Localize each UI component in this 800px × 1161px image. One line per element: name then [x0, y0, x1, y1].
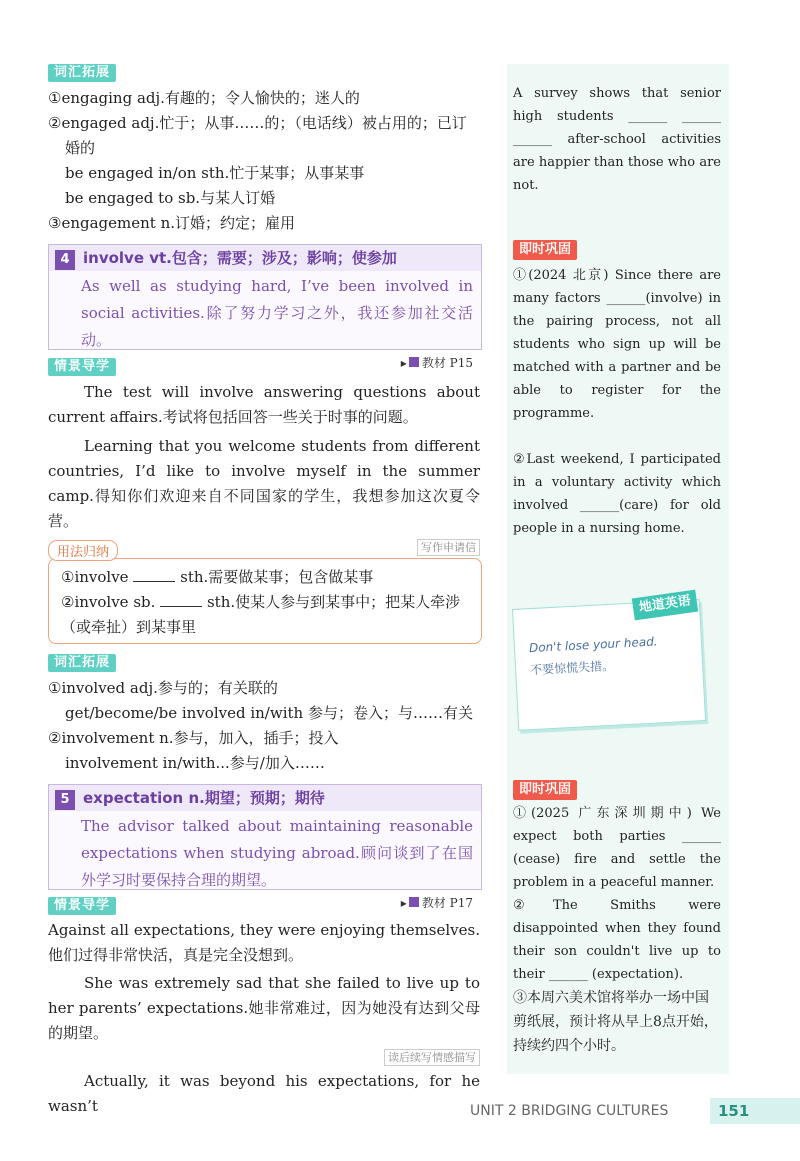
quiz-tag: 即时巩固	[513, 240, 577, 260]
vocab-line: ②engaged adj.忙于；从事……的；（电话线）被占用的；已订	[48, 114, 467, 132]
scene-paragraph: Against all expectations, they were enjoying themselves.他们过得非常快活，真是完全没想到。	[48, 921, 480, 964]
scene-tag: 情景导学	[48, 358, 116, 376]
quiz-question: ①(2024 北京) Since there are many factors ______(involve) in the pairing process, not all students who sign up will be matched with a partner and be able to register for the programme.	[513, 268, 721, 421]
vocab-line: ③engagement n.订婚；约定；雇用	[48, 214, 295, 232]
vocab-extension-1	[48, 86, 480, 236]
vocab-line: ①involved adj.参与的；有关联的	[48, 679, 278, 697]
survey-exercise: A survey shows that senior high students ______ ______ ______ after-school activities are happier than those who are not.	[513, 86, 721, 193]
usage-context-tag: 写作申请信	[417, 539, 480, 556]
quiz-tag: 即时巩固	[513, 780, 577, 800]
vocab-line: 婚的	[65, 139, 96, 157]
scene-section-1	[48, 380, 480, 555]
example-sentence	[49, 271, 481, 354]
usage-line: ②involve sb. sth.使某人参与到某事中；把某人牵涉	[61, 593, 461, 611]
answer-blank[interactable]	[133, 581, 175, 582]
example-zh: 顾问谈到了在国外学习时要保持合理的期望。	[81, 844, 473, 889]
quiz-question: ③本周六美术馆将举办一场中国剪纸展，预计将从早上8点开始，持续约四个小时。	[513, 990, 718, 1054]
word-number: 5	[55, 790, 75, 810]
example-en: As well as studying hard, I’ve been involved in social activities.	[81, 277, 473, 322]
example-en: The advisor talked about maintaining reasonable expectations when studying abroad.	[81, 817, 473, 862]
usage-line: ①involve sth.需要做某事；包含做某事	[61, 568, 374, 586]
word-heading	[49, 785, 481, 811]
vocab-extension-tag: 词汇拓展	[48, 654, 116, 672]
vocab-line: be engaged to sb.与某人订婚	[65, 189, 276, 207]
quiz-question: ①(2025 广东深圳期中) We expect both parties ______ (cease) fire and settle the problem in a peaceful manner.	[513, 806, 721, 890]
book-icon	[409, 357, 419, 367]
vocab-line: ①engaging adj.有趣的；令人愉快的；迷人的	[48, 89, 360, 107]
book-icon	[409, 897, 419, 907]
scene-paragraph: Actually, it was beyond his expectations, for he wasn’t	[48, 1072, 480, 1115]
usage-summary-box	[48, 558, 482, 644]
usage-context-tag: 读后续写情感描写	[384, 1049, 480, 1066]
footer-unit-title: UNIT 2 BRIDGING CULTURES	[470, 1103, 669, 1119]
vocab-line: get/become/be involved in/with 参与；卷入；与……有关	[65, 704, 473, 722]
scene-paragraph: The test will involve answering questions about current affairs.考试将包括回答一些关于时事的问题。	[48, 383, 480, 426]
quiz-question: ②The Smiths were disappointed when they found their son couldn't live up to their ______ (expectation).	[513, 898, 721, 982]
word-number: 4	[55, 250, 75, 270]
usage-line: （或牵扯）到某事里	[61, 618, 197, 636]
vocab-line: be engaged in/on sth.忙于某事；从事某事	[65, 164, 365, 182]
word-definition: expectation n.期望；预期；期待	[83, 789, 325, 807]
word-definition: involve vt.包含；需要；涉及；影响；使参加	[83, 249, 397, 267]
quiz-question: ②Last weekend, I participated in a voluntary activity which involved ______(care) for old people in a nursing home.	[513, 452, 721, 536]
example-sentence	[49, 811, 481, 894]
vocab-extension-tag: 词汇拓展	[48, 64, 116, 82]
sidebar	[507, 64, 729, 1074]
scene-tag: 情景导学	[48, 897, 116, 915]
vocab-extension-2	[48, 676, 480, 776]
idiom-en: Don't lose your head.	[528, 634, 658, 656]
vocab-line: ②involvement n.参与，加入，插手；投入	[48, 729, 339, 747]
answer-blank[interactable]	[160, 606, 202, 607]
usage-label: 用法归纳	[48, 540, 118, 561]
textbook-ref: ▸ 教材 P17	[400, 896, 473, 910]
word-heading	[49, 245, 481, 271]
idiom-note-card	[512, 599, 706, 731]
scene-paragraph: Learning that you welcome students from different countries, I’d like to involve myself in the summer camp.得知你们欢迎来自不同国家的学生，我想参加这次夏令营。	[48, 437, 480, 530]
idiom-tag: 地道英语	[632, 590, 698, 621]
page-number: 151	[710, 1098, 800, 1124]
scene-paragraph: She was extremely sad that she failed to live up to her parents’ expectations.她非常难过，因为她没有达到父母的期望。	[48, 974, 480, 1042]
idiom-zh: 不要惊慌失措。	[529, 658, 615, 678]
vocab-line: involvement in/with...参与/加入……	[65, 754, 325, 772]
scene-section-2	[48, 918, 480, 1119]
textbook-ref: ▸ 教材 P15	[400, 356, 473, 370]
example-zh: 除了努力学习之外，我还参加社交活动。	[81, 304, 473, 349]
